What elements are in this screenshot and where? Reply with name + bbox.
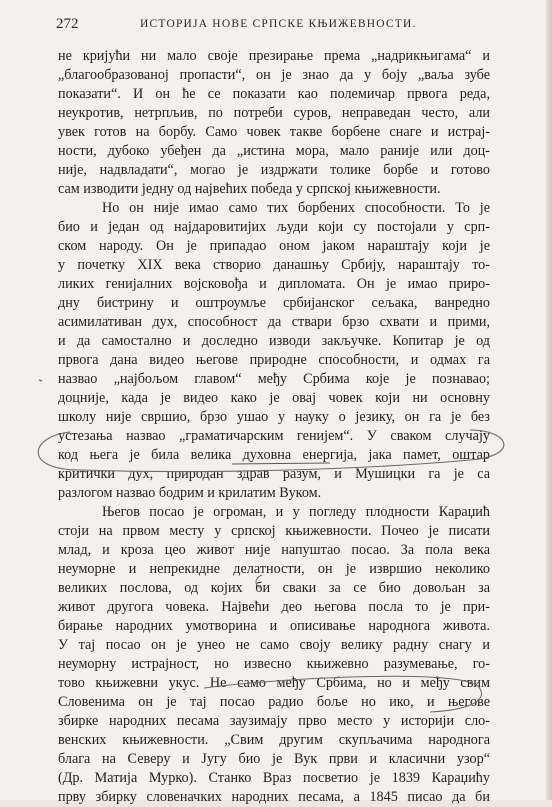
text-line: ском народу. Он је припадао оном јаком нараштају који је xyxy=(58,238,490,254)
text-line: назвао „најбољом главом“ међу Србима које је познавао; xyxy=(58,371,490,387)
text-line: код њега је била велика духовна енергија, јака памет, оштар xyxy=(58,447,490,463)
text-line: првога дана видео његове природне способности, и одмах га xyxy=(58,352,490,368)
body-text xyxy=(58,47,490,807)
text-line: (Др. Матија Мурко). Станко Враз посветио је 1839 Караџићу xyxy=(58,770,490,786)
text-line: није, надвладати“, могао је издржати толике борбе и готово xyxy=(58,162,490,178)
text-line: бирање народних умотворина и описивање народнога живота. xyxy=(58,618,490,634)
text-line: Словенима он је тај посао радио боље но ико, и његове xyxy=(58,694,490,710)
page-header xyxy=(56,12,486,34)
text-line: У тај посао он је унео не само своју велику радну снагу и xyxy=(58,637,490,653)
text-line: ликих генијалних војсковођа и дипломата. Он је имао приро- xyxy=(58,276,490,292)
text-line: дну бистрину и оштроумље србијанског сељака, ванредно xyxy=(58,295,490,311)
text-line: неуморну истрајност, но извесно књижевно разумевање, го- xyxy=(58,656,490,672)
text-line: Његов посао је огроман, и у погледу плодности Караџић xyxy=(102,504,490,520)
text-line: ности, дубоко убеђен да „истина мора, мало раније или доц- xyxy=(58,143,490,159)
text-line: асимилативан дух, способност да ствари брзо схвати и прими, xyxy=(58,314,490,330)
text-line: био и један од најдаровитијих људи који су постојали у срп- xyxy=(58,219,490,235)
text-line: неуморне и непрекидне делатности, он је извршио неколико xyxy=(58,561,490,577)
text-line: разлогом назвао бодрим и крилатим Вуком. xyxy=(58,485,322,501)
page-edge-shadow xyxy=(546,0,552,800)
text-line: школу није свршио, брзо ушао у науку о језику, он га је без xyxy=(58,409,490,425)
pencil-tick-mark xyxy=(39,380,42,381)
text-line: у почетку XIX века створио данашњу Србију, нараштају то- xyxy=(58,257,490,273)
text-line: доцније, када је видео како је овај човек који ни основну xyxy=(58,390,490,406)
text-line: „благообразованој пропасти“, он је знао да у боју „ваља зубе xyxy=(58,67,490,83)
text-line: великих послова, од којих би сваки за се био довољан за xyxy=(58,580,490,596)
text-line: блага на Северу и Југу био је Вук први и класични узор“ xyxy=(58,751,490,767)
text-line: сам изводити једну од највећих победа у српској књижевности. xyxy=(58,181,441,197)
text-line: не кријући ни мало своје презирање према „надрикњигама“ и xyxy=(58,48,490,64)
text-line: прву збирку словеначких народних песама, а 1845 писао да би xyxy=(58,789,490,805)
text-line: венских књижевности. „Свим другим скупљачима народнога xyxy=(58,732,490,748)
text-line: устезања назвао „граматичарским генијем“. У сваком случају xyxy=(58,428,490,444)
running-title: ИСТОРИЈА НОВЕ СРПСКЕ КЊИЖЕВНОСТИ. xyxy=(140,18,417,30)
text-line: млад, и кроза цео живот није напуштао посао. За пола века xyxy=(58,542,490,558)
text-line: живот другога човека. Највећи део његова посла то је при- xyxy=(58,599,490,615)
text-line: Но он није имао само тих борбених способности. То је xyxy=(102,200,490,216)
text-line: стоји на првом месту у српској књижевности. Почео је писати xyxy=(58,523,490,539)
text-line: тово књижевни укус. Не само међу Србима, но и међу свим xyxy=(58,675,490,691)
text-line: неукротив, нетрпљив, по потреби суров, неправедан често, али xyxy=(58,105,490,121)
text-line: показати“. И он ће се показати као полемичар првога реда, xyxy=(58,86,490,102)
text-line: критички дух, природан здрав разум, и Мушицки га је са xyxy=(58,466,490,482)
page-number: 272 xyxy=(56,16,79,32)
text-line: збирке народних песама заузимају прво место у историји сло- xyxy=(58,713,490,729)
text-line: и да самостално и доследно изводи закључке. Копитар је од xyxy=(58,333,490,349)
text-line: увек готов на борбу. Само човек такве борбене снаге и истрај- xyxy=(58,124,490,140)
